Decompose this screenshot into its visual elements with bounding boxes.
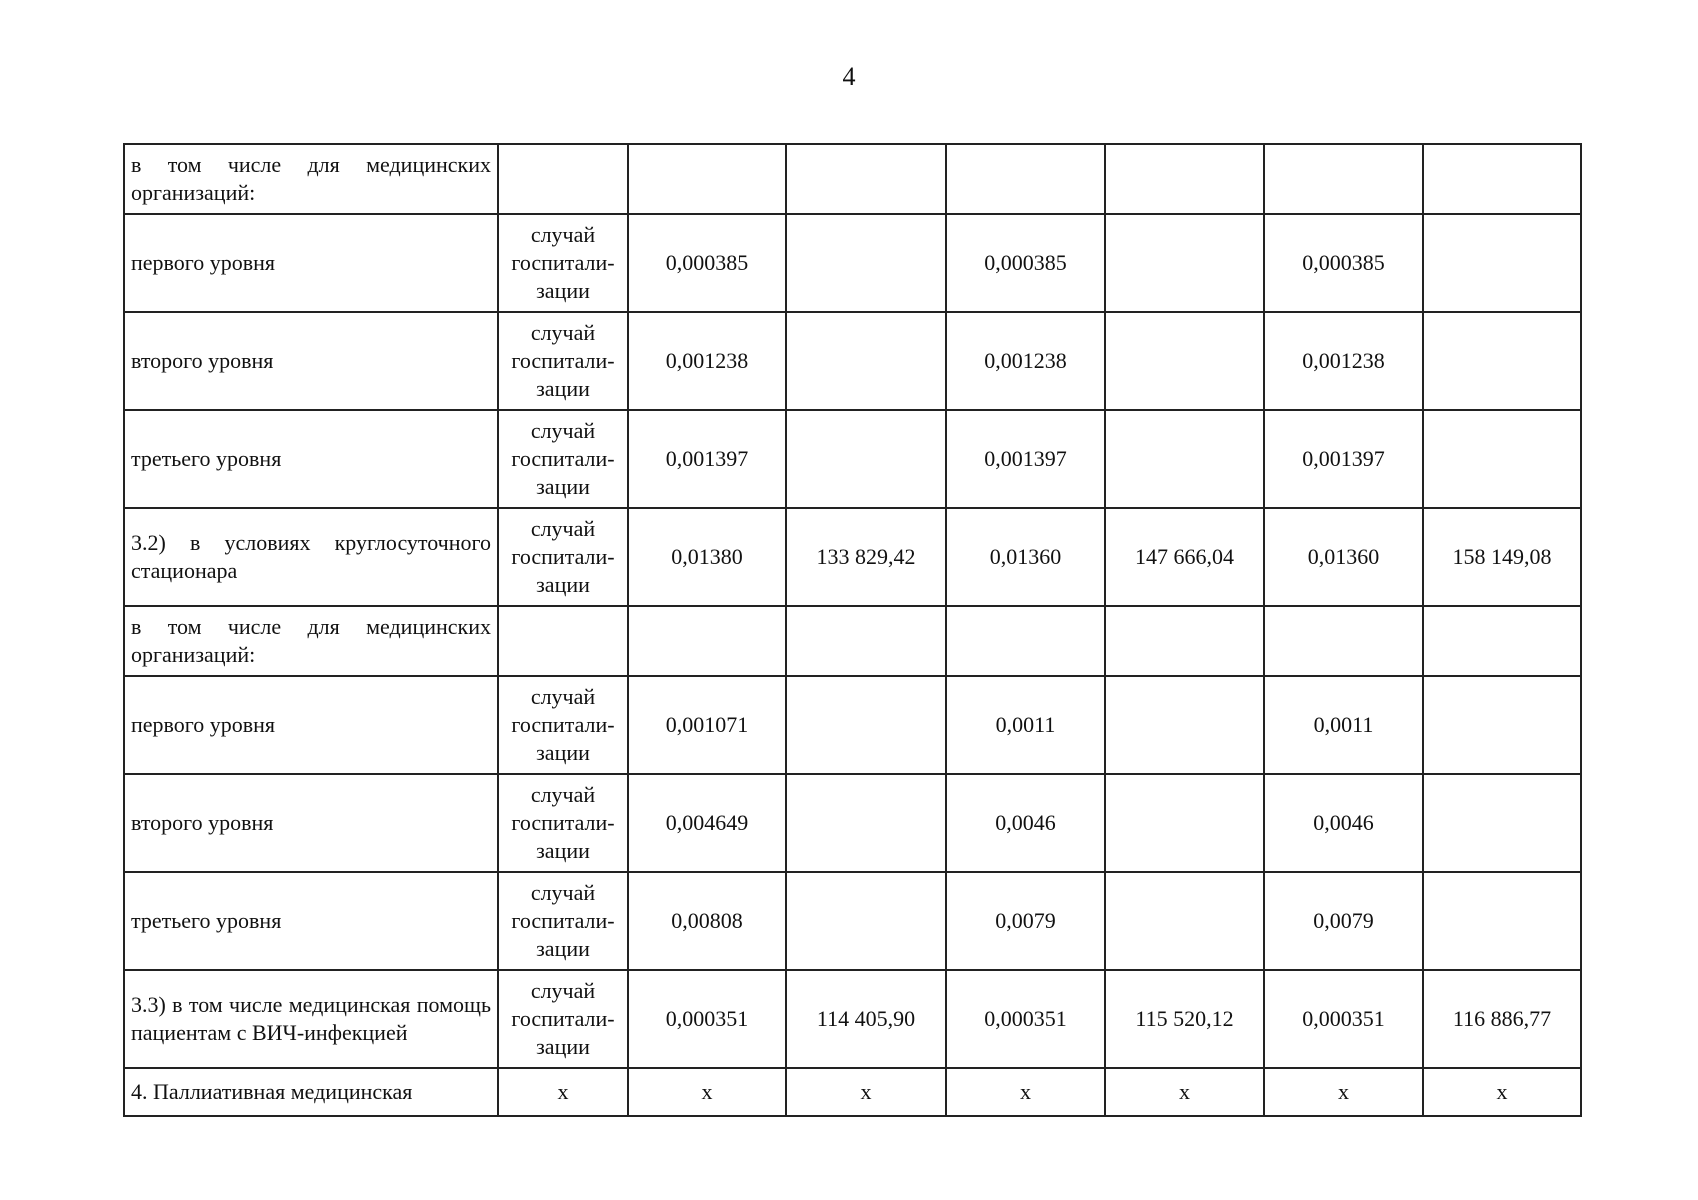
table-row: [124, 606, 1581, 676]
value-cell: 0,000351: [946, 970, 1105, 1068]
value-cell: 147 666,04: [1105, 508, 1264, 606]
value-cell: [786, 312, 946, 410]
value-cell: [1423, 144, 1581, 214]
table-row: [124, 774, 1581, 872]
value-cell: [1423, 410, 1581, 508]
table-row: [124, 312, 1581, 410]
value-cell: [1423, 676, 1581, 774]
row-name-cell: в том числе для медицинских организаций:: [124, 606, 498, 676]
unit-line: зации: [536, 572, 590, 597]
value-cell: 0,001397: [1264, 410, 1423, 508]
value-cell: [786, 774, 946, 872]
table-body: [124, 144, 1581, 1116]
value-cell: х: [786, 1068, 946, 1116]
value-cell: [628, 606, 786, 676]
unit-line: госпитали-: [511, 712, 615, 737]
unit-cell: [498, 312, 628, 410]
unit-cell: [498, 970, 628, 1068]
table-row: [124, 1068, 1581, 1116]
unit-line: госпитали-: [511, 810, 615, 835]
unit-line: случай: [530, 978, 596, 1003]
value-cell: х: [1105, 1068, 1264, 1116]
value-cell: [1264, 606, 1423, 676]
unit-line: зации: [536, 838, 590, 863]
value-cell: 0,001238: [628, 312, 786, 410]
value-cell: [1264, 144, 1423, 214]
value-cell: 0,001238: [946, 312, 1105, 410]
value-cell: [786, 606, 946, 676]
row-name-cell: третьего уровня: [124, 410, 498, 508]
unit-line: зации: [536, 740, 590, 765]
value-cell: 0,001238: [1264, 312, 1423, 410]
value-cell: [946, 606, 1105, 676]
unit-cell: [498, 606, 628, 676]
value-cell: [1423, 606, 1581, 676]
unit-line: случай: [530, 684, 596, 709]
table-row: [124, 214, 1581, 312]
value-cell: 0,000385: [946, 214, 1105, 312]
row-name-cell: первого уровня: [124, 676, 498, 774]
unit-line: случай: [530, 880, 596, 905]
row-name-cell: 4. Паллиативная медицинская: [124, 1068, 498, 1116]
value-cell: 0,01380: [628, 508, 786, 606]
table-row: [124, 508, 1581, 606]
value-cell: [786, 676, 946, 774]
value-cell: 158 149,08: [1423, 508, 1581, 606]
value-cell: х: [1264, 1068, 1423, 1116]
unit-cell: [498, 144, 628, 214]
value-cell: 115 520,12: [1105, 970, 1264, 1068]
data-table: [123, 143, 1582, 1117]
value-cell: [786, 144, 946, 214]
unit-line: х: [557, 1079, 569, 1104]
value-cell: [1423, 214, 1581, 312]
value-cell: [786, 872, 946, 970]
value-cell: [786, 214, 946, 312]
value-cell: [1105, 144, 1264, 214]
table-row: [124, 144, 1581, 214]
value-cell: 0,000351: [628, 970, 786, 1068]
unit-line: зации: [536, 376, 590, 401]
unit-line: госпитали-: [511, 544, 615, 569]
value-cell: 0,01360: [946, 508, 1105, 606]
unit-line: госпитали-: [511, 348, 615, 373]
value-cell: 0,01360: [1264, 508, 1423, 606]
value-cell: 0,0079: [946, 872, 1105, 970]
row-name-cell: 3.3) в том числе медицинская помощь пациентам с ВИЧ-инфекцией: [124, 970, 498, 1068]
value-cell: 116 886,77: [1423, 970, 1581, 1068]
value-cell: [1105, 872, 1264, 970]
value-cell: [1423, 312, 1581, 410]
value-cell: [1105, 774, 1264, 872]
value-cell: 0,000385: [628, 214, 786, 312]
value-cell: х: [1423, 1068, 1581, 1116]
value-cell: 0,001397: [628, 410, 786, 508]
value-cell: 0,0079: [1264, 872, 1423, 970]
unit-cell: [498, 872, 628, 970]
page-number: 4: [842, 62, 856, 91]
value-cell: [946, 144, 1105, 214]
row-name-cell: первого уровня: [124, 214, 498, 312]
value-cell: [1105, 676, 1264, 774]
value-cell: х: [628, 1068, 786, 1116]
value-cell: х: [946, 1068, 1105, 1116]
value-cell: 114 405,90: [786, 970, 946, 1068]
value-cell: 0,0046: [946, 774, 1105, 872]
value-cell: [1423, 872, 1581, 970]
unit-line: госпитали-: [511, 446, 615, 471]
value-cell: 0,004649: [628, 774, 786, 872]
value-cell: 0,001071: [628, 676, 786, 774]
value-cell: 133 829,42: [786, 508, 946, 606]
table-row: [124, 970, 1581, 1068]
value-cell: 0,001397: [946, 410, 1105, 508]
value-cell: [1105, 312, 1264, 410]
unit-cell: [498, 508, 628, 606]
value-cell: 0,0011: [1264, 676, 1423, 774]
unit-line: госпитали-: [511, 1006, 615, 1031]
unit-line: случай: [530, 222, 596, 247]
value-cell: 0,000385: [1264, 214, 1423, 312]
table-row: [124, 872, 1581, 970]
value-cell: [1105, 214, 1264, 312]
value-cell: [1423, 774, 1581, 872]
unit-cell: [498, 214, 628, 312]
unit-line: случай: [530, 320, 596, 345]
table-row: [124, 410, 1581, 508]
unit-line: зации: [536, 278, 590, 303]
unit-cell: [498, 774, 628, 872]
row-name-cell: третьего уровня: [124, 872, 498, 970]
unit-line: госпитали-: [511, 250, 615, 275]
unit-line: случай: [530, 418, 596, 443]
value-cell: 0,00808: [628, 872, 786, 970]
value-cell: [1105, 606, 1264, 676]
row-name-cell: 3.2) в условиях круглосуточного стационара: [124, 508, 498, 606]
unit-line: случай: [530, 516, 596, 541]
unit-cell: [498, 1068, 628, 1116]
unit-line: госпитали-: [511, 908, 615, 933]
unit-cell: [498, 676, 628, 774]
value-cell: 0,0046: [1264, 774, 1423, 872]
row-name-cell: второго уровня: [124, 312, 498, 410]
unit-line: зации: [536, 936, 590, 961]
table-row: [124, 676, 1581, 774]
value-cell: 0,000351: [1264, 970, 1423, 1068]
row-name-cell: в том числе для медицинских организаций:: [124, 144, 498, 214]
unit-line: зации: [536, 1034, 590, 1059]
value-cell: [786, 410, 946, 508]
value-cell: 0,0011: [946, 676, 1105, 774]
row-name-cell: второго уровня: [124, 774, 498, 872]
unit-cell: [498, 410, 628, 508]
value-cell: [1105, 410, 1264, 508]
unit-line: зации: [536, 474, 590, 499]
value-cell: [628, 144, 786, 214]
unit-line: случай: [530, 782, 596, 807]
